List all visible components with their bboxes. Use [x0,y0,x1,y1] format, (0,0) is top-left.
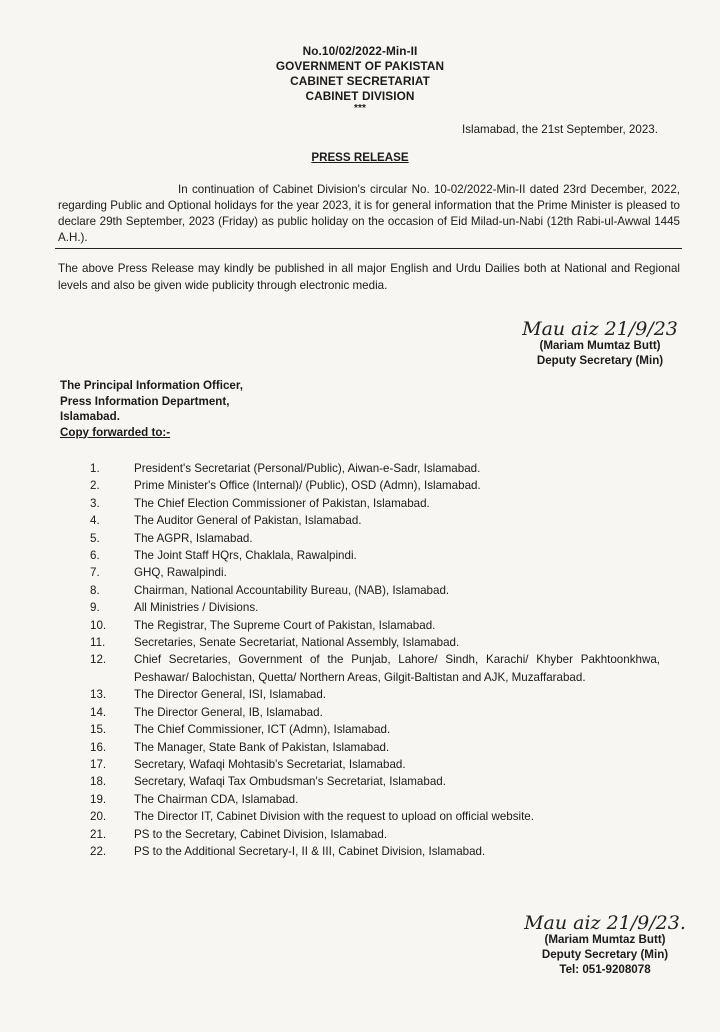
list-item-number: 16. [90,740,107,754]
list-item [60,773,660,790]
government-name: GOVERNMENT OF PAKISTAN [275,59,445,73]
list-item-text: The Chairman CDA, Islamabad. [134,792,299,806]
addressee-line-2: Press Information Department, [60,394,230,408]
list-item-number: 5. [90,531,100,545]
list-item-text: Prime Minister's Office (Internal)/ (Public), OSD (Admn), Islamabad. [134,479,481,493]
list-item-text: PS to the Additional Secretary-I, II & III, Cabinet Division, Islamabad. [134,844,486,858]
division-name: CABINET DIVISION [305,89,415,103]
list-item [60,634,660,651]
addressee-block [60,378,460,440]
list-item-text: Chief Secretaries, Government of the Punjab, Lahore/ Sindh, Karachi/ Khyber Pakhtoonkhwa, Peshawar/ Balochistan, Quetta/ Northern Areas, Gilgit-Baltistan and AJK, Muzaffarabad. [134,653,660,684]
separator-stars: *** [354,103,366,114]
addressee-line-3: Islamabad. [60,410,120,423]
list-item-number: 22. [90,844,107,858]
list-item-text: The Director General, IB, Islamabad. [134,705,323,719]
list-item-text: The Joint Staff HQrs, Chaklala, Rawalpindi. [134,549,357,563]
list-item-number: 7. [90,566,100,580]
list-item-number: 11. [90,636,106,650]
list-item [60,704,660,721]
list-item-text: GHQ, Rawalpindi. [134,566,227,580]
list-item-number: 12. [90,653,107,667]
signatory-name: (Mariam Mumtaz Butt) [539,339,661,352]
list-item [60,756,660,773]
document-title: PRESS RELEASE [311,151,409,164]
list-item [60,582,660,599]
list-item [60,808,660,825]
reference-number: No.10/02/2022-Min-II [302,44,418,58]
list-item-text: President's Secretariat (Personal/Public), Aiwan-e-Sadr, Islamabad. [134,462,481,475]
handwritten-signature: Mau aiz 21/9/23. [524,912,686,934]
list-item-number: 9. [90,601,100,615]
list-item-text: The Director IT, Cabinet Division with the request to upload on official website. [134,810,534,824]
signatory-designation: Deputy Secretary (Min) [536,354,664,368]
list-item-text: The Manager, State Bank of Pakistan, Islamabad. [134,740,390,754]
list-item-number: 17. [90,757,107,771]
list-item-text: PS to the Secretary, Cabinet Division, Islamabad. [134,827,388,841]
list-item-text: Secretary, Wafaqi Tax Ombudsman's Secretariat, Islamabad. [134,775,446,789]
horizontal-rule [55,248,682,249]
signatory-designation: Deputy Secretary (Min) [541,948,669,962]
list-item [60,791,660,808]
body-paragraph-1-text: In continuation of Cabinet Division's circular No. 10-02/2022-Min-II dated 23rd December, 2022, regarding Public and Optional holidays for the year 2023, it is for general information that the Prime Minister is pleased to declare 29th September, 2023 (Friday) as public holiday on the occasion of Eid Milad-un-Nabi (12th Rabi-ul-Awwal 1445 A.H.). [58,183,680,244]
letterhead [0,44,720,114]
list-item-text: The Chief Commissioner, ICT (Admn), Islamabad. [134,723,391,737]
body-paragraph-1 [58,182,680,246]
body-paragraph-2: The above Press Release may kindly be published in all major English and Urdu Dailies both at National and Regional levels and also be given wide publicity through electronic media. [58,262,680,292]
list-item [60,564,660,581]
list-item-number: 6. [90,549,100,563]
list-item [60,512,660,529]
list-item [60,686,660,703]
list-item-text: Secretary, Wafaqi Mohtasib's Secretariat, Islamabad. [134,757,406,771]
list-item-number: 15. [90,723,107,737]
list-item-number: 10. [90,618,107,632]
list-item [60,721,660,738]
list-item-text: The Registrar, The Supreme Court of Pakistan, Islamabad. [134,618,436,632]
list-item-text: All Ministries / Divisions. [134,601,259,615]
list-item [60,460,660,477]
list-item [60,530,660,547]
list-item [60,826,660,843]
list-item-text: Chairman, National Accountability Bureau, (NAB), Islamabad. [134,583,450,597]
list-item-number: 21. [90,827,107,841]
list-item-number: 8. [90,583,100,597]
list-item [60,739,660,756]
list-item [60,495,660,512]
list-item-number: 19. [90,792,107,806]
list-item [60,651,660,686]
list-item-text: The Auditor General of Pakistan, Islamabad. [134,514,362,528]
list-item [60,477,660,494]
list-item-number: 20. [90,810,107,824]
list-item-number: 18. [90,775,107,789]
list-item-text: The Chief Election Commissioner of Pakistan, Islamabad. [134,496,430,510]
list-item [60,547,660,564]
list-item [60,599,660,616]
telephone-number: Tel: 051-9208078 [559,963,651,977]
list-item-number: 13. [90,688,107,702]
list-item [60,617,660,634]
handwritten-signature: Mau aiz 21/9/23 [522,318,678,340]
list-item-text: The Director General, ISI, Islamabad. [134,688,327,702]
copy-forwarded-list [60,460,660,860]
signature-block-2 [500,914,710,977]
list-item [60,843,660,860]
list-item-number: 2. [90,479,100,493]
signature-block-1 [500,320,700,368]
signatory-name: (Mariam Mumtaz Butt) [544,933,666,946]
list-item-number: 14. [90,705,107,719]
list-item-number: 3. [90,496,100,510]
list-item-text: The AGPR, Islamabad. [134,531,253,545]
list-item-text: Secretaries, Senate Secretariat, National Assembly, Islamabad. [134,636,460,650]
list-item-number: 4. [90,514,100,528]
date-line: Islamabad, the 21st September, 2023. [462,123,658,136]
copy-forwarded-label: Copy forwarded to:- [60,425,171,439]
secretariat-name: CABINET SECRETARIAT [290,74,430,88]
addressee-line-1: The Principal Information Officer, [60,379,243,392]
list-item-number: 1. [90,462,100,475]
